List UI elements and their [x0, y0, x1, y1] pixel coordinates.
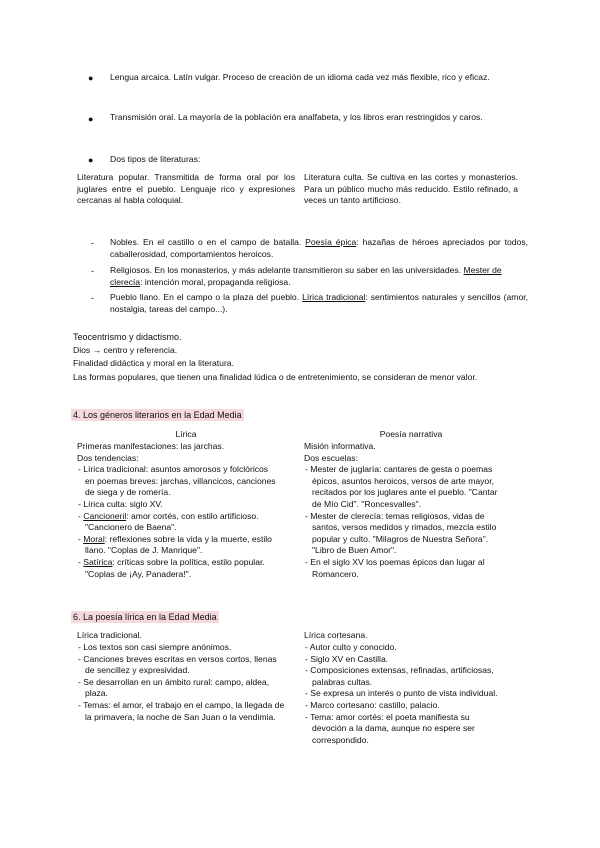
narrativa-item: [304, 557, 504, 580]
tradicional-item: [77, 700, 287, 723]
narrativa-column: [304, 441, 504, 580]
section-4-heading: [71, 409, 244, 421]
lirica-item: [77, 557, 277, 580]
tradicional-item: [77, 654, 287, 677]
estamento-religiosos: [110, 265, 530, 288]
item-text: Tema: amor cortés: el poeta manifiesta su devoción a la dama, aunque no espere ser correspondido.: [310, 711, 475, 745]
item-text: Marco cortesano: castillo, palacio.: [310, 699, 440, 710]
cortesana-item: [304, 712, 504, 747]
estamento-term: Mester de clerecía: [110, 265, 502, 287]
item-text: Siglo XV en Castilla.: [310, 653, 389, 664]
estamento-nobles: [110, 237, 528, 260]
narrativa-intro: Dos escuelas:: [304, 452, 358, 463]
cortesana-item: [304, 665, 504, 688]
item-term: Cancioneril: [83, 510, 127, 521]
item-text: En el siglo XV los poemas épicos dan lugar al Romancero.: [310, 556, 485, 579]
lirica-intro: Primeras manifestaciones: las jarchas.: [77, 441, 225, 451]
lirica-item: [77, 534, 277, 557]
item-dash: -: [305, 688, 311, 699]
dash-marker: -: [91, 238, 94, 248]
dash-marker: -: [91, 293, 94, 303]
item-text: Autor culto y conocido.: [309, 642, 397, 652]
estamento-text: : hazañas de héroes apreciados por todos, caballerosidad, comportamientos heroicos.: [110, 237, 528, 259]
item-dash: -: [305, 711, 311, 722]
item-dash: -: [78, 464, 84, 475]
item-text: : amor cortés, con estilo artificioso. "Cancionero de Baena".: [85, 510, 259, 533]
bullet-item-lengua: Lengua arcaica. Latín vulgar. Proceso de creación de un idioma cada vez más flexible, rico y eficaz.: [110, 72, 490, 82]
cortesana-item: [304, 700, 504, 712]
cortesana-title: Lírica cortesana.: [304, 630, 368, 640]
estamento-pueblo: [110, 292, 528, 315]
item-text: Lírica tradicional: asuntos amorosos y folclóricos en poemas breves: jarchas, villancicos, canciones de siega y de romería.: [83, 464, 276, 498]
cortesana-item: [304, 642, 504, 654]
item-text: Los textos son casi siempre anónimos.: [83, 642, 232, 652]
cortesana-column: [304, 642, 504, 746]
estamento-text: : intención moral, propaganda religiosa.: [140, 276, 291, 287]
narrativa-item: [304, 464, 504, 510]
estamento-text: : sentimientos naturales y sencillos (amor, nostalgia, tareas del campo...).: [110, 292, 528, 314]
section-6-heading-text: 6. La poesía lírica en la Edad Media: [73, 612, 217, 622]
item-dash: -: [78, 498, 84, 509]
estamento-term: Lírica tradicional: [302, 292, 366, 302]
item-text: Canciones breves escritas en versos cortos, llenas de sencillez y expresividad.: [83, 653, 277, 676]
item-text: Temas: el amor, el trabajo en el campo, la llegada de la primavera, la noche de San Juan o la vendimia.: [83, 699, 285, 722]
item-dash: -: [78, 676, 84, 687]
item-text: Mester de clerecía: temas religiosos, vidas de santos, versos medidos y rimados, mezcla estilo popular y culto. "Milagros de Nuestra Señora". "Libro de Buen Amor".: [310, 510, 497, 556]
item-text: : reflexiones sobre la vida y la muerte, estilo llano. "Coplas de J. Manrique".: [85, 533, 272, 556]
estamento-term: Poesía épica: [305, 237, 357, 247]
estamento-text: Pueblo llano. En el campo o la plaza del pueblo.: [110, 292, 303, 302]
tradicional-item: [77, 642, 287, 654]
lirica-intro: Dos tendencias:: [77, 452, 139, 463]
cortesana-item: [304, 654, 504, 666]
teo-line-4: Las formas populares, que tienen una finalidad lúdica o de entretenimiento, se consideran de menor valor.: [73, 372, 478, 382]
bullet-item-dos-tipos: Dos tipos de literaturas:: [110, 154, 201, 164]
item-dash: -: [305, 642, 310, 652]
cortesana-item: [304, 688, 504, 700]
estamento-text: Nobles. En el castillo o en el campo de batalla.: [110, 237, 306, 247]
item-term: Satírica: [83, 556, 113, 567]
item-dash: -: [305, 699, 311, 710]
item-dash: -: [78, 533, 84, 544]
teo-line-2: Dios → centro y referencia.: [73, 345, 178, 355]
item-dash: -: [78, 653, 84, 664]
item-dash: -: [305, 510, 311, 521]
item-text: Composiciones extensas, refinadas, artificiosas, palabras cultas.: [310, 665, 494, 687]
estamento-text: Religiosos. En los monasterios, y más adelante transmitieron su saber en las universidades.: [110, 265, 464, 275]
item-dash: -: [305, 464, 311, 475]
section-6-heading: [71, 611, 219, 623]
narrativa-intro: Misión informativa.: [304, 441, 376, 451]
bullet-icon: ●: [88, 155, 94, 165]
lit-popular-cell: Literatura popular. Transmitida de forma oral por los juglares entre el pueblo. Lenguaje rico y expresiones cercanas al habla coloquial.: [77, 172, 295, 205]
bullet-icon: ●: [88, 114, 94, 124]
item-dash: -: [78, 642, 84, 652]
lit-culta-cell: Literatura culta. Se cultiva en las cortes y monasterios. Para un público mucho más reducido. Estilo refinado, a veces un tanto artificioso.: [304, 172, 518, 205]
teo-line-3: Finalidad didáctica y moral en la literatura.: [73, 358, 234, 368]
narrativa-title: Poesía narrativa: [379, 429, 443, 439]
lirica-item: [77, 511, 277, 534]
item-text: Lírica culta: siglo XV.: [83, 498, 163, 509]
lirica-item: [77, 464, 277, 499]
lirica-title: Lírica: [175, 429, 197, 439]
narrativa-item: [304, 511, 504, 557]
item-dash: -: [78, 699, 84, 710]
lirica-column: [77, 441, 277, 580]
item-dash: -: [78, 556, 84, 567]
teo-line-1: Teocentrismo y didactismo.: [73, 332, 182, 342]
bullet-item-transmision: Transmisión oral. La mayoría de la población era analfabeta, y los libros eran restringidos y caros.: [110, 112, 483, 122]
bullet-icon: ●: [88, 73, 94, 83]
item-dash: -: [305, 653, 311, 664]
section-4-heading-text: 4. Los géneros literarios en la Edad Media: [73, 410, 242, 420]
tradicional-column: [77, 642, 287, 723]
tradicional-item: [77, 677, 287, 700]
item-dash: -: [305, 665, 311, 676]
item-dash: -: [305, 556, 311, 567]
tradicional-title: Lírica tradicional.: [77, 630, 142, 640]
item-text: Se desarrollan en un ámbito rural: campo, aldea, plaza.: [83, 676, 270, 699]
lirica-item: [77, 499, 277, 511]
item-term: Moral: [83, 533, 105, 544]
item-dash: -: [78, 510, 84, 521]
item-text: Mester de juglaría: cantares de gesta o poemas épicos, asuntos heroicos, versos de arte mayor, recitados por los juglares ante el pueblo. "Cantar de Mío Cid". "Roncesvalles".: [310, 464, 498, 509]
item-text: : críticas sobre la política, estilo popular. "Coplas de ¡Ay, Panadera!".: [85, 556, 265, 579]
item-text: Se expresa un interés o punto de vista individual.: [310, 688, 498, 699]
dash-marker: -: [91, 266, 94, 276]
